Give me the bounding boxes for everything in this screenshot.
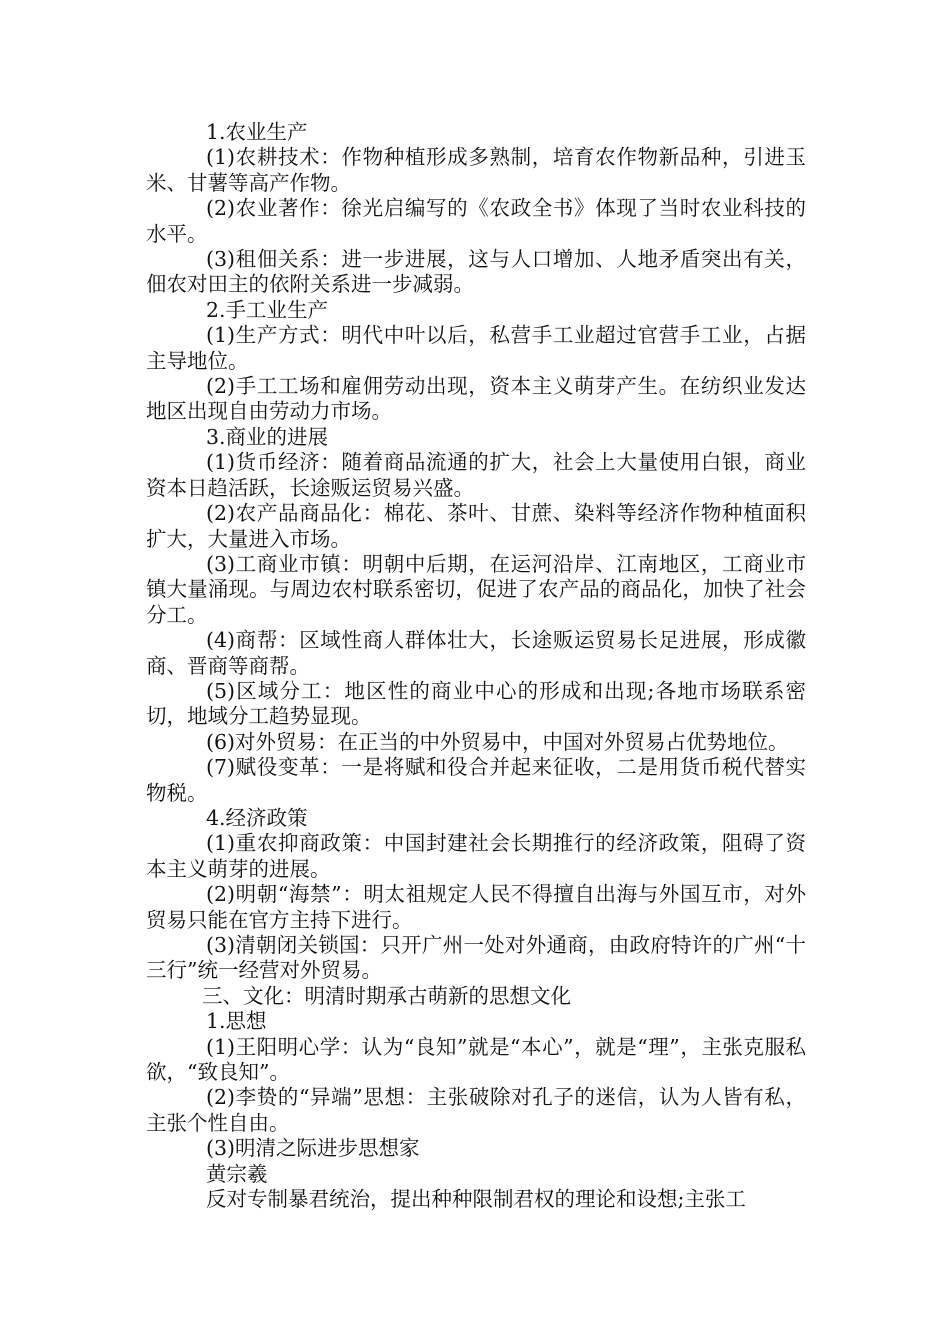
paragraph-wang-yangming: (1)王阳明心学：认为“良知”就是“本心”，就是“理”，主张克服私欲，“致良知”。 bbox=[146, 1034, 806, 1085]
paragraph-regional-division: (5)区域分工：地区性的商业中心的形成和出现;各地市场联系密切，地域分工趋势显现。 bbox=[146, 678, 806, 729]
heading-culture: 三、文化：明清时期承古萌新的思想文化 bbox=[202, 983, 571, 1008]
paragraph-commercialization: (2)农产品商品化：棉花、茶叶、甘蔗、染料等经济作物种植面积扩大，大量进入市场。 bbox=[146, 501, 806, 551]
paragraph-production-mode: (1)生产方式：明代中叶以后，私营手工业超过官营手工业，占据主导地位。 bbox=[146, 323, 806, 373]
paragraph-huang-zongxi-ideas: 反对专制暴君统治，提出种种限制君权的理论和设想;主张工 bbox=[206, 1187, 746, 1212]
paragraph-monetary-economy: (1)货币经济：随着商品流通的扩大，社会上大量使用白银，商业资本日趋活跃，长途贩运贸易兴盛。 bbox=[146, 450, 806, 500]
heading-handicraft: 2.手工业生产 bbox=[206, 297, 329, 322]
paragraph-agriculture-priority-policy: (1)重农抑商政策：中国封建社会长期推行的经济政策，阻碍了资本主义萌芽的进展。 bbox=[146, 831, 806, 881]
paragraph-tax-reform: (7)赋役变革：一是将赋和役合并起来征收，二是用货币税代替实物税。 bbox=[146, 755, 806, 805]
paragraph-market-towns: (3)工商业市镇：明朝中后期，在运河沿岸、江南地区，工商业市镇大量涌现。与周边农村联系密切，促进了农产品的商品化，加快了社会分工。 bbox=[146, 551, 806, 627]
paragraph-farming-technology: (1)农耕技术：作物种植形成多熟制，培育农作物新品种，引进玉米、甘薯等高产作物。 bbox=[146, 145, 806, 195]
paragraph-sea-ban: (2)明朝“海禁”：明太祖规定人民不得擅自出海与外国互市，对外贸易只能在官方主持下进行。 bbox=[146, 882, 806, 932]
paragraph-workshops: (2)手工工场和雇佣劳动出现，资本主义萌芽产生。在纺织业发达地区出现自由劳动力市场。 bbox=[146, 374, 806, 424]
paragraph-closed-door-policy: (3)清朝闭关锁国：只开广州一处对外通商，由政府特许的广州“十三行”统一经营对外贸易。 bbox=[146, 933, 806, 983]
paragraph-foreign-trade: (6)对外贸易：在正当的中外贸易中，中国对外贸易占优势地位。 bbox=[206, 729, 789, 754]
paragraph-agricultural-works: (2)农业著作：徐光启编写的《农政全书》体现了当时农业科技的水平。 bbox=[146, 196, 806, 246]
paragraph-huang-zongxi: 黄宗羲 bbox=[206, 1161, 268, 1186]
heading-agriculture: 1.农业生产 bbox=[206, 120, 308, 144]
heading-thought: 1.思想 bbox=[206, 1009, 267, 1034]
heading-commerce: 3.商业的进展 bbox=[206, 424, 329, 449]
paragraph-li-zhi: (2)李贽的“异端”思想：主张破除对孔子的迷信，认为人皆有私，主张个性自由。 bbox=[146, 1085, 806, 1135]
document-body bbox=[146, 120, 806, 1212]
paragraph-progressive-thinkers: (3)明清之际进步思想家 bbox=[206, 1136, 420, 1161]
heading-economic-policy: 4.经济政策 bbox=[206, 805, 308, 830]
paragraph-merchant-groups: (4)商帮：区域性商人群体壮大，长途贩运贸易长足进展，形成徽商、晋商等商帮。 bbox=[146, 628, 806, 678]
paragraph-tenancy: (3)租佃关系：进一步进展，这与人口增加、人地矛盾突出有关，佃农对田主的依附关系进一步减弱。 bbox=[146, 247, 806, 297]
